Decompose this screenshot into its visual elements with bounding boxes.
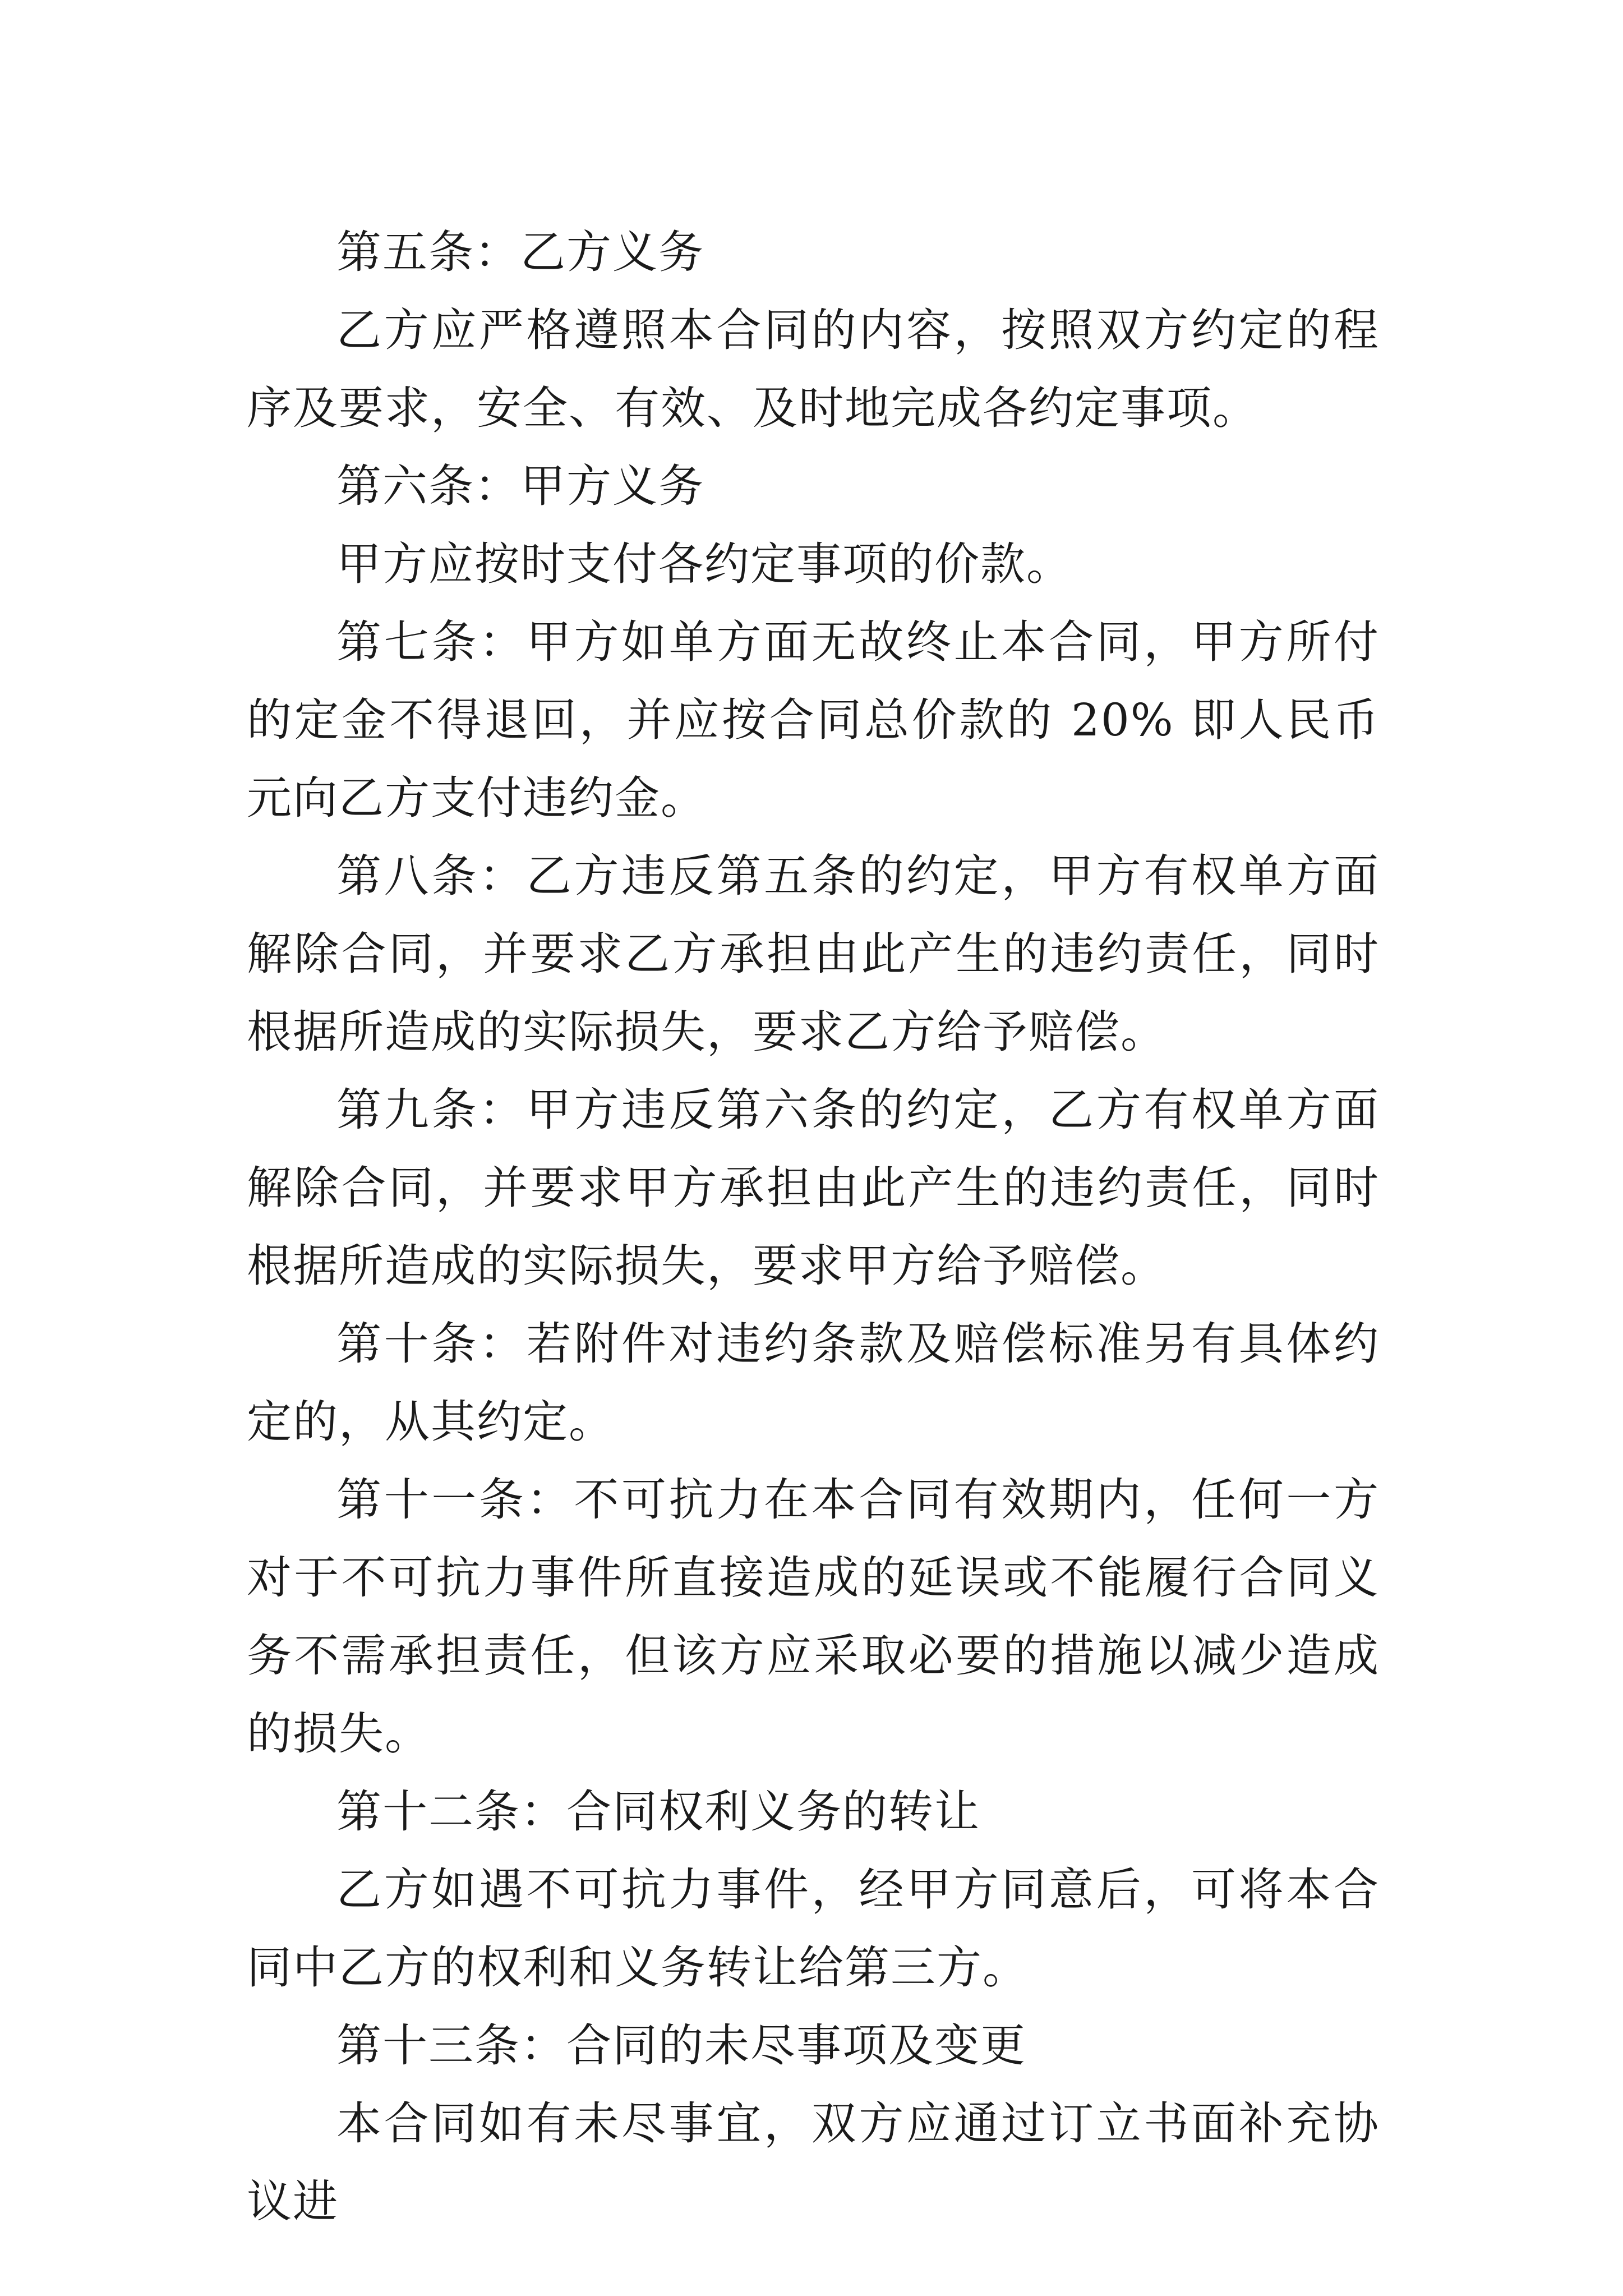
article-10-text: 第十条：若附件对违约条款及赔偿标准另有具体约定的，从其约定。 xyxy=(247,1318,1380,1448)
document-body xyxy=(247,213,1380,2240)
article-5-heading: 第五条：乙方义务 xyxy=(336,226,704,278)
article-11-text: 第十一条：不可抗力在本合同有效期内，任何一方对于不可抗力事件所直接造成的延误或不能履行合同义务不需承担责任，但该方应采取必要的措施以减少造成的损失。 xyxy=(247,1474,1380,1760)
article-9-text: 第九条：甲方违反第六条的约定，乙方有权单方面解除合同，并要求甲方承担由此产生的违约责任，同时根据所造成的实际损失，要求甲方给予赔偿。 xyxy=(247,1084,1380,1292)
article-6-text: 甲方应按时支付各约定事项的价款。 xyxy=(336,538,1072,590)
article-12-text: 乙方如遇不可抗力事件，经甲方同意后，可将本合同中乙方的权利和义务转让给第三方。 xyxy=(247,1864,1380,1994)
article-13-heading: 第十三条：合同的未尽事项及变更 xyxy=(336,2019,1026,2072)
article-7-text: 第七条：甲方如单方面无故终止本合同，甲方所付的定金不得退回，并应按合同总价款的 20% 即人民币元向乙方支付违约金。 xyxy=(247,616,1380,824)
article-5-text: 乙方应严格遵照本合同的内容，按照双方约定的程序及要求，安全、有效、及时地完成各约定事项。 xyxy=(247,304,1380,434)
article-6-heading: 第六条：甲方义务 xyxy=(336,460,704,512)
article-12-heading: 第十二条：合同权利义务的转让 xyxy=(336,1786,980,1838)
article-13-text: 本合同如有未尽事宜，双方应通过订立书面补充协议进 xyxy=(247,2097,1380,2228)
article-8-text: 第八条：乙方违反第五条的约定，甲方有权单方面解除合同，并要求乙方承担由此产生的违约责任，同时根据所造成的实际损失，要求乙方给予赔偿。 xyxy=(247,850,1380,1058)
